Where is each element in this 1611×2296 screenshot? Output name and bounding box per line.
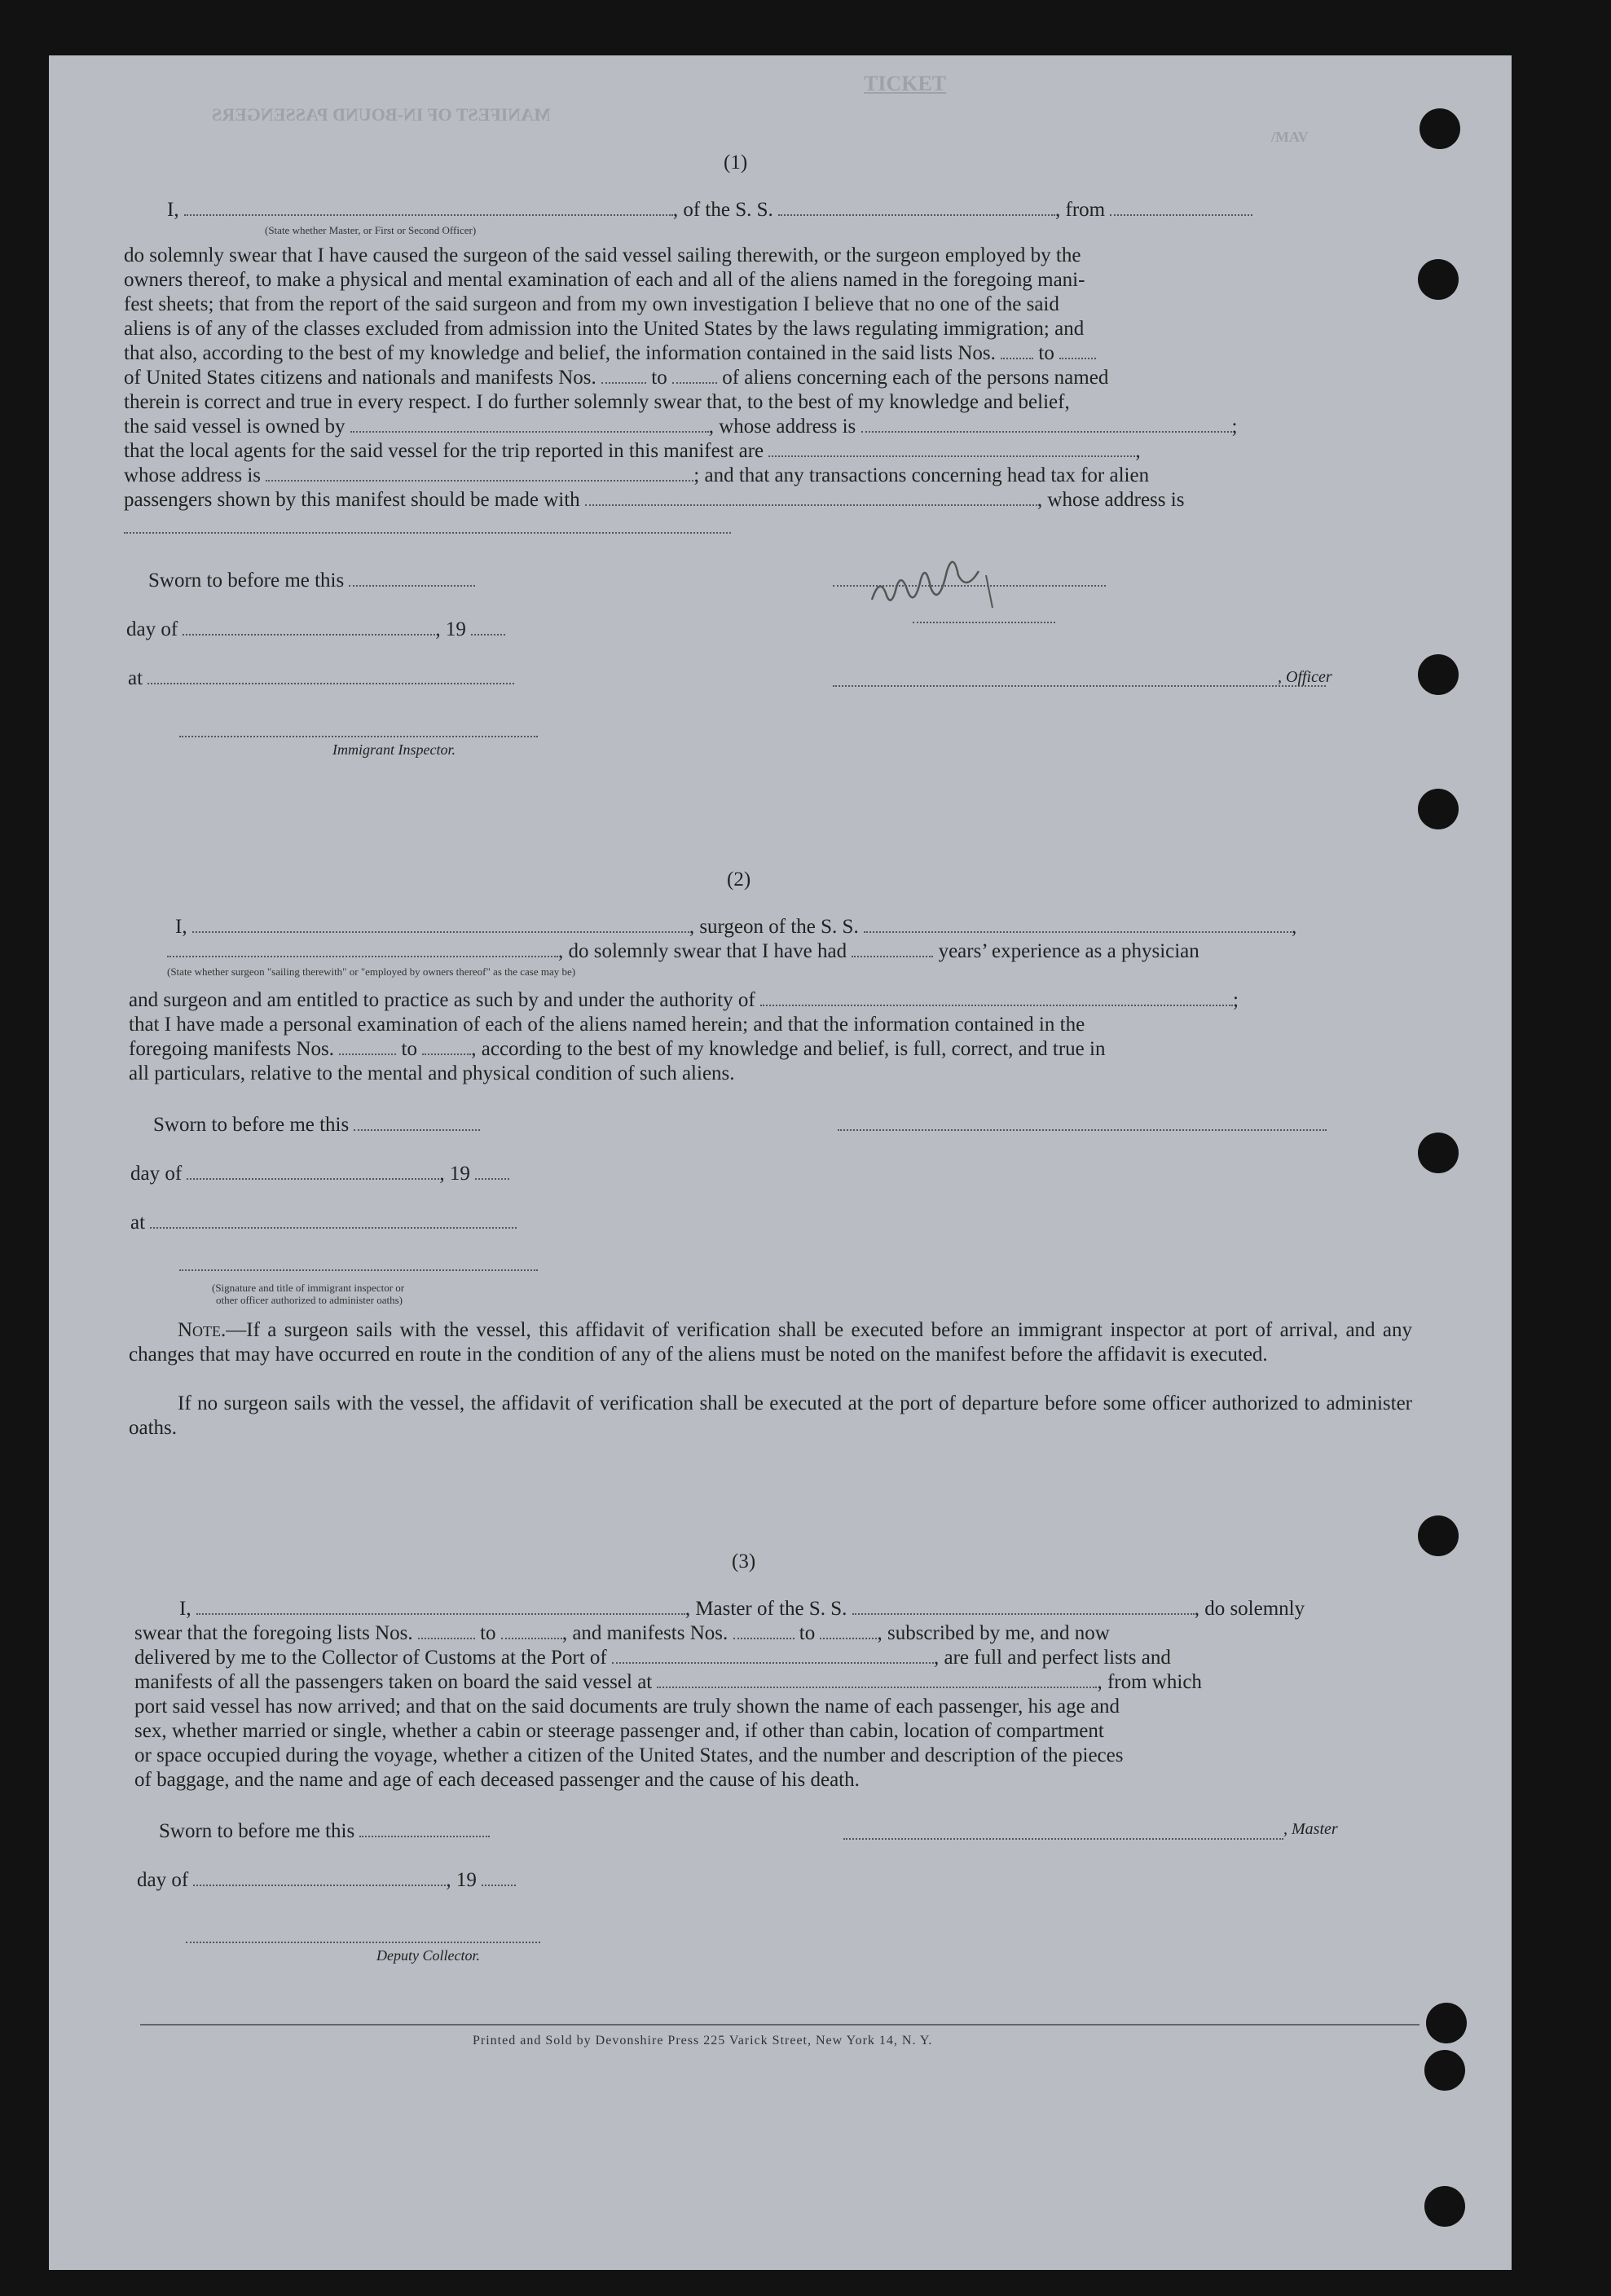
- note-label: Note.: [178, 1319, 227, 1341]
- from-port-field[interactable]: [1110, 198, 1252, 216]
- officer-signature: [864, 559, 1051, 616]
- s2-line-1: I, , surgeon of the S. S. ,: [175, 916, 1297, 938]
- officer-signature-line-2: [913, 622, 1055, 623]
- bleed-through-text: TICKET: [864, 72, 947, 95]
- s2-vessel-field[interactable]: [864, 915, 1292, 933]
- s2-line-4: that I have made a personal examination of each of the aliens named herein; and that the information contained in the: [129, 1014, 1085, 1036]
- binding-hole: [1420, 108, 1460, 149]
- s1-at-field[interactable]: [147, 666, 514, 684]
- s3-line-1: I, , Master of the S. S. , do solemnly: [179, 1598, 1305, 1620]
- master-signature-line[interactable]: [843, 1838, 1283, 1840]
- s1-line-10: that the local agents for the said vessel for the trip reported in this manifest are ,: [124, 440, 1141, 462]
- s1-sworn: Sworn to before me this: [148, 569, 475, 593]
- section-3-number: (3): [732, 1550, 756, 1572]
- collector-signature-line[interactable]: [186, 1942, 540, 1943]
- s2-line-6: all particulars, relative to the mental and physical condition of such aliens.: [129, 1062, 735, 1084]
- binding-hole: [1424, 2186, 1465, 2227]
- s3-year-field[interactable]: [482, 1868, 516, 1886]
- owner-address-field[interactable]: [861, 415, 1232, 433]
- s2-line-3: and surgeon and am entitled to practice as such by and under the authority of ;: [129, 989, 1239, 1011]
- master-label: , Master: [1283, 1820, 1338, 1838]
- s1-line-9: the said vessel is owned by , whose address is ;: [124, 416, 1238, 438]
- binding-hole: [1418, 1515, 1459, 1556]
- officer-label: , Officer: [1278, 668, 1332, 686]
- s1-line-5: aliens is of any of the classes excluded from admission into the United States by the laws regulating immigration; and: [124, 318, 1085, 340]
- s2-year-field[interactable]: [475, 1162, 509, 1180]
- s2-inspector-signature-line[interactable]: [179, 1269, 538, 1271]
- officer-title-line[interactable]: [833, 685, 1326, 687]
- s3-line-4: manifests of all the passengers taken on board the said vessel at , from which: [134, 1671, 1202, 1693]
- collector-port-field[interactable]: [612, 1646, 934, 1664]
- vessel-name-field[interactable]: [778, 198, 1055, 216]
- bleed-through-text: /MAV: [1271, 129, 1309, 145]
- footer-rule: [140, 2024, 1420, 2025]
- head-tax-contact-field[interactable]: [585, 488, 1037, 506]
- s2-signature-caption-1: (Signature and title of immigrant inspector or: [212, 1282, 405, 1294]
- s3-line-2: swear that the foregoing lists Nos. to , and manifests Nos. to , subscribed by me, and now: [134, 1622, 1110, 1644]
- s3-sworn: Sworn to before me this: [159, 1819, 490, 1844]
- practice-authority-field[interactable]: [760, 988, 1233, 1006]
- s2-sworn: Sworn to before me this: [153, 1113, 480, 1137]
- manifests-to-field[interactable]: [672, 366, 717, 384]
- immigrant-inspector-label: Immigrant Inspector.: [332, 741, 456, 758]
- s1-line-12: passengers shown by this manifest should be made with , whose address is: [124, 489, 1185, 511]
- s1-line-3: owners thereof, to make a physical and mental examination of each and all of the aliens named in the foregoing mani-: [124, 269, 1085, 291]
- agents-address-field[interactable]: [266, 464, 693, 482]
- s2-manifests-to-field[interactable]: [422, 1037, 471, 1055]
- s3-manifests-to-field[interactable]: [820, 1621, 877, 1639]
- inspector-signature-line[interactable]: [179, 736, 538, 737]
- printer-imprint: Printed and Sold by Devonshire Press 225 Varick Street, New York 14, N. Y.: [473, 2034, 933, 2047]
- s2-day-of: day of , 19: [130, 1162, 509, 1186]
- boarding-port-field[interactable]: [657, 1670, 1097, 1688]
- binding-hole: [1418, 789, 1459, 829]
- s3-line-7: or space occupied during the voyage, whether a citizen of the United States, and the number and description of the pieces: [134, 1744, 1124, 1766]
- s3-day-of: day of , 19: [137, 1868, 516, 1893]
- local-agents-field[interactable]: [768, 439, 1135, 457]
- s1-day-of: day of , 19: [126, 618, 505, 642]
- s2-sworn-field[interactable]: [354, 1113, 480, 1131]
- surgeon-name-field[interactable]: [192, 915, 689, 933]
- binding-hole: [1418, 654, 1459, 695]
- head-tax-address-field[interactable]: [124, 532, 731, 534]
- s2-line-5: foregoing manifests Nos. to , according to the best of my knowledge and belief, is full, correct, and true in: [129, 1038, 1106, 1060]
- s3-line-8: of baggage, and the name and age of each deceased passenger and the cause of his death.: [134, 1769, 860, 1791]
- binding-hole: [1418, 1133, 1459, 1173]
- s3-lists-to-field[interactable]: [501, 1621, 562, 1639]
- surgeon-signature-line[interactable]: [838, 1129, 1327, 1131]
- section-2-number: (2): [727, 869, 751, 891]
- s1-at: at: [128, 666, 514, 691]
- s1-line-6: that also, according to the best of my knowledge and belief, the information contained in the said lists Nos. to: [124, 341, 1096, 366]
- s3-line-6: sex, whether married or single, whether a cabin or steerage passenger and, if other than cabin, location of compartment: [134, 1720, 1104, 1742]
- years-experience-field[interactable]: [852, 939, 933, 957]
- deputy-collector-label: Deputy Collector.: [376, 1947, 480, 1964]
- binding-hole: [1424, 2050, 1465, 2091]
- s3-sworn-field[interactable]: [359, 1819, 490, 1837]
- s1-line-11: whose address is ; and that any transactions concerning head tax for alien: [124, 464, 1150, 486]
- note-paragraph-2: If no surgeon sails with the vessel, the affidavit of verification shall be executed at the port of departure before some officer authorized to administer oaths.: [129, 1392, 1412, 1439]
- s1-line-7: of United States citizens and nationals and manifests Nos. to of aliens concerning each of the persons named: [124, 367, 1109, 389]
- owner-field[interactable]: [350, 415, 709, 433]
- s1-sworn-field[interactable]: [349, 569, 475, 587]
- note-paragraph-1: Note.—If a surgeon sails with the vessel, this affidavit of verification shall be executed before an immigrant inspector at port of arrival, and any changes that may have occurred en route in the condition of any of the aliens must be noted on the manifest before the affidavit is executed.: [129, 1319, 1412, 1366]
- s3-day-of-field[interactable]: [193, 1868, 446, 1886]
- bleed-through-text: MANIFEST OF IN-BOUND PASSENGERS: [212, 104, 551, 125]
- s1-year-field[interactable]: [471, 618, 505, 636]
- officer-rank-caption: (State whether Master, or First or Second Officer): [265, 224, 477, 236]
- lists-from-field[interactable]: [1001, 341, 1033, 359]
- lists-to-field[interactable]: [1059, 341, 1096, 359]
- manifest-page: [49, 55, 1512, 2270]
- s3-line-3: delivered by me to the Collector of Customs at the Port of , are full and perfect lists and: [134, 1647, 1171, 1669]
- s2-day-of-field[interactable]: [187, 1162, 439, 1180]
- s3-line-5: port said vessel has now arrived; and that on the said documents are truly shown the name of each passenger, his age and: [134, 1696, 1120, 1718]
- s2-manifests-from-field[interactable]: [339, 1037, 396, 1055]
- s2-at-field[interactable]: [150, 1211, 517, 1229]
- s2-signature-caption-2: other officer authorized to administer oaths): [216, 1294, 403, 1306]
- s2-at: at: [130, 1211, 517, 1235]
- surgeon-status-caption: (State whether surgeon "sailing therewith" or "employed by owners thereof" as the case may be): [167, 965, 576, 978]
- s2-line-2: , do solemnly swear that I have had years’ experience as a physician: [167, 939, 1199, 964]
- s1-line-2: do solemnly swear that I have caused the surgeon of the said vessel sailing therewith, or the surgeon employed by the: [124, 244, 1081, 266]
- s3-lists-from-field[interactable]: [418, 1621, 475, 1639]
- s1-line-1: I, , of the S. S. , from: [167, 198, 1252, 222]
- section-1-number: (1): [724, 152, 748, 174]
- binding-hole: [1426, 2003, 1467, 2043]
- officer-rank-field[interactable]: [184, 198, 673, 216]
- s3-vessel-field[interactable]: [852, 1597, 1195, 1615]
- master-name-field[interactable]: [196, 1597, 685, 1615]
- surgeon-status-field[interactable]: [167, 939, 558, 957]
- s1-day-of-field[interactable]: [183, 618, 435, 636]
- manifests-from-field[interactable]: [601, 366, 646, 384]
- s3-manifests-from-field[interactable]: [733, 1621, 794, 1639]
- s1-line-4: fest sheets; that from the report of the said surgeon and from my own investigation I believe that no one of the said: [124, 293, 1059, 315]
- binding-hole: [1418, 259, 1459, 300]
- s1-line-8: therein is correct and true in every respect. I do further solemnly swear that, to the best of my knowledge and belief,: [124, 391, 1070, 413]
